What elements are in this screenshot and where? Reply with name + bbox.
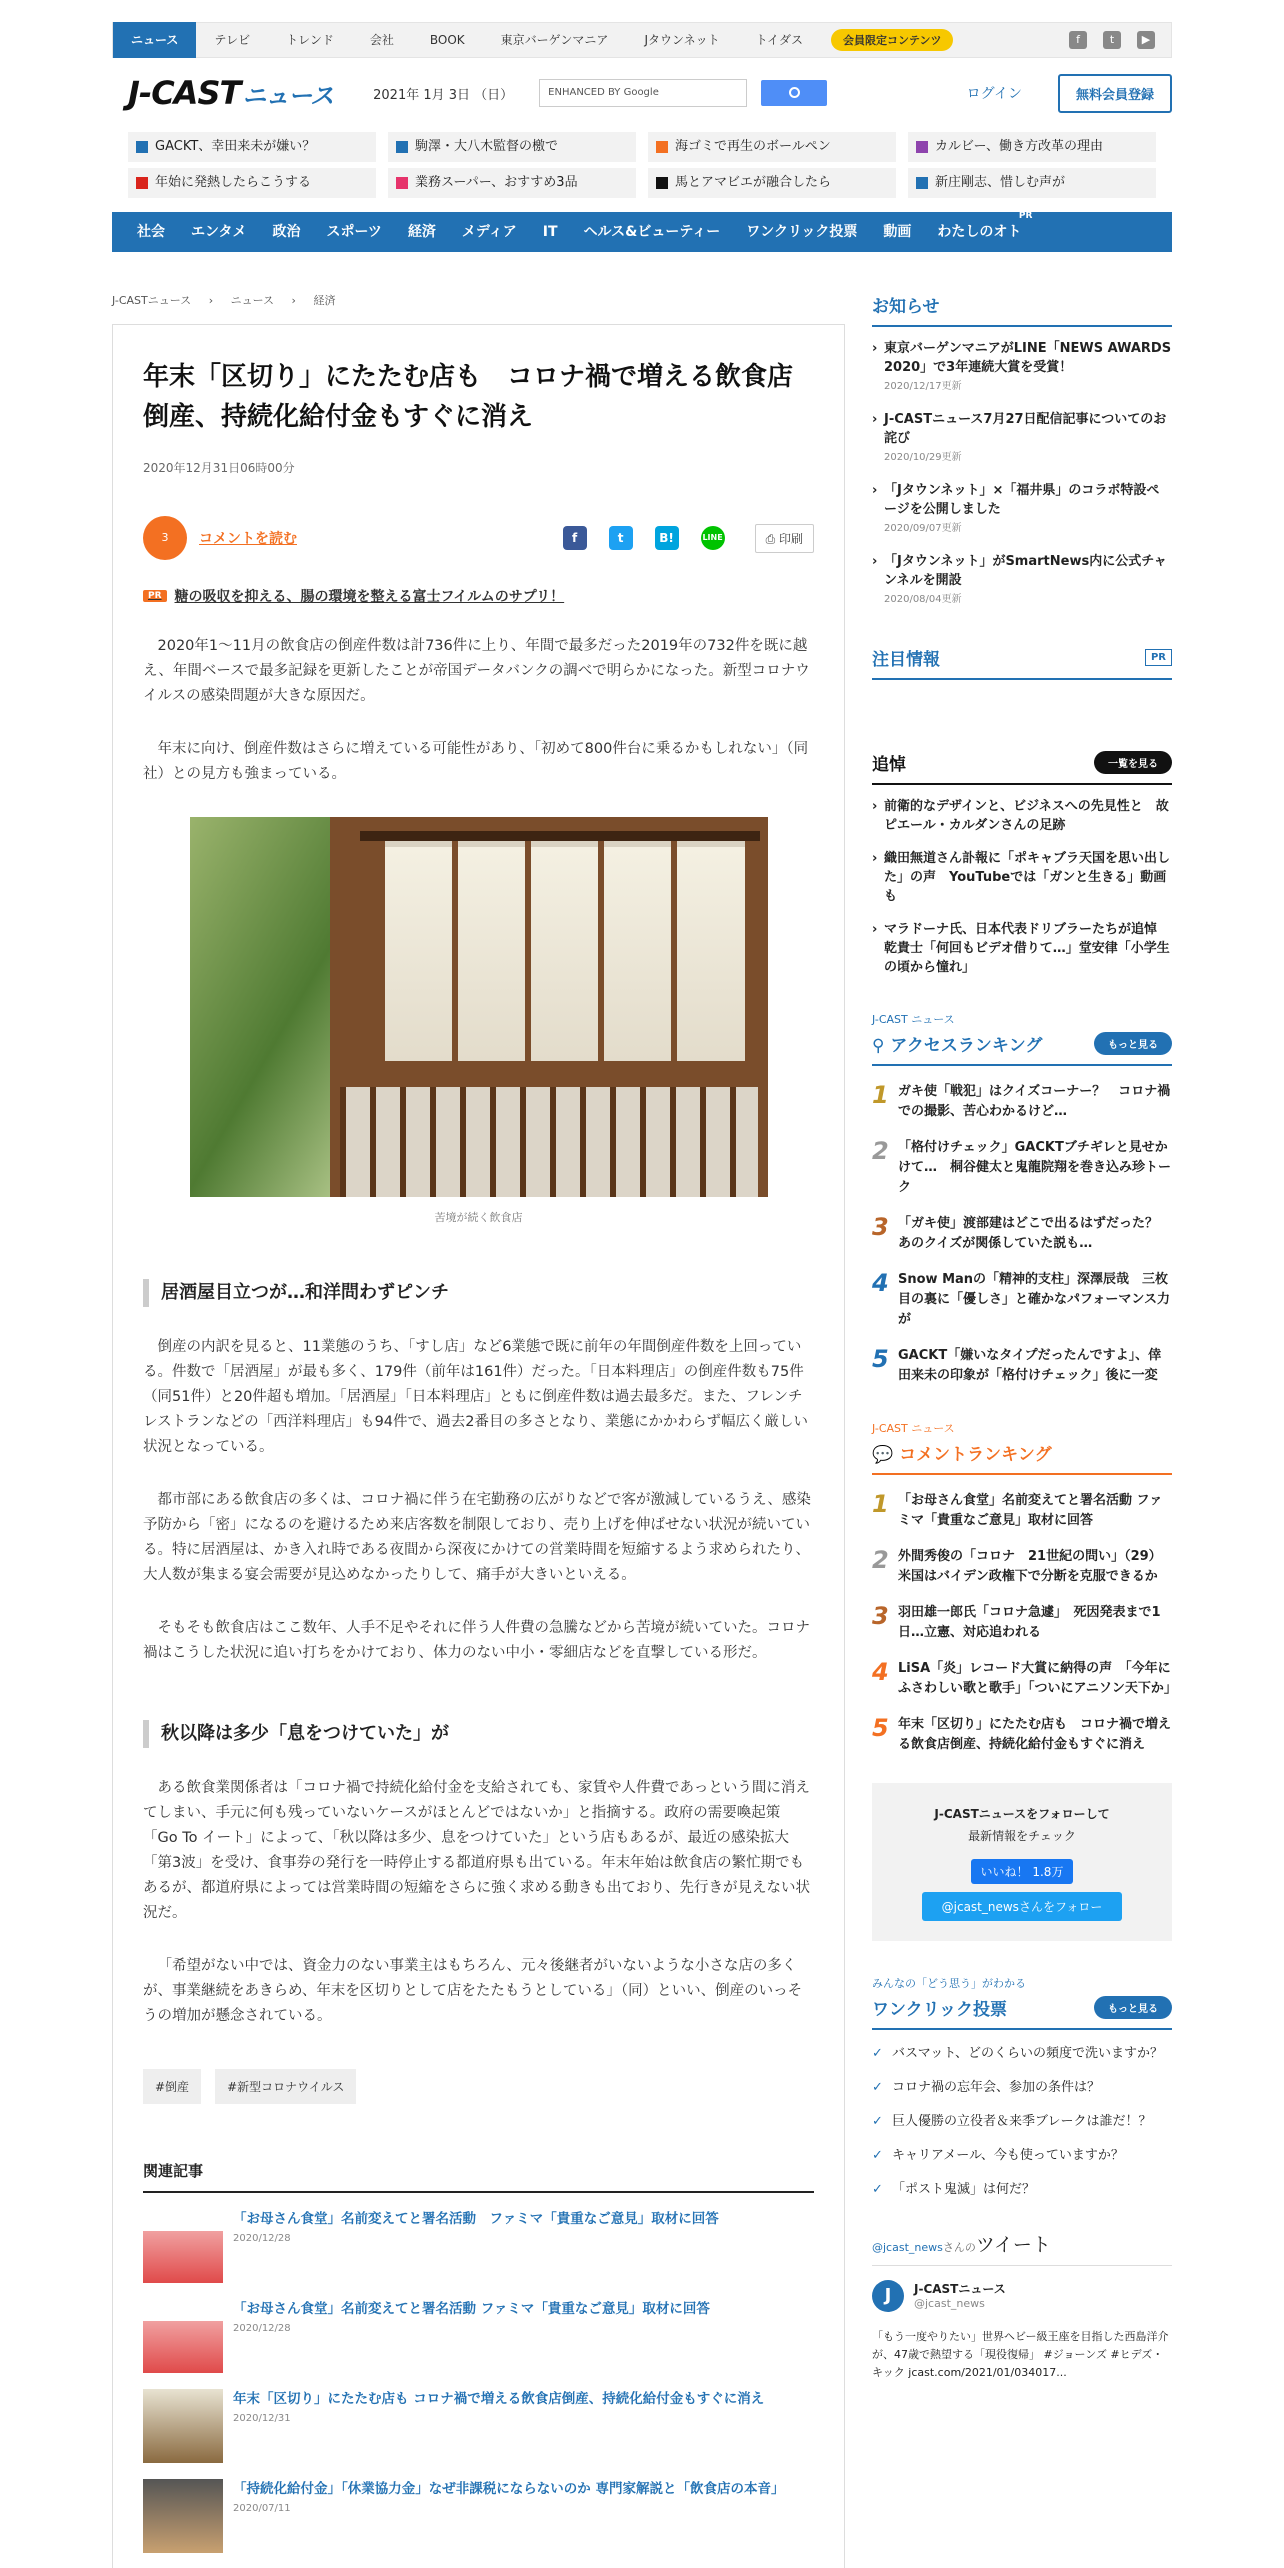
breadcrumb	[112, 292, 845, 308]
notice-item[interactable]	[872, 339, 1172, 396]
access-ranking-label: J-CAST ニュース	[872, 1013, 955, 1026]
category-item[interactable]: 政治	[272, 224, 301, 240]
ranking-text: 羽田雄一郎氏「コロナ急遽」 死因発表まで1日…立憲、対応追われる	[898, 1605, 1161, 1640]
breadcrumb-home[interactable]: J-CASTニュース	[112, 294, 192, 307]
related-item-date: 2020/07/11	[233, 2503, 291, 2514]
rank-number: 1	[872, 1081, 889, 1109]
follow-text: J-CASTニュースをフォローして	[934, 1807, 1110, 1821]
vote-item[interactable]: ✓ バスマット、どのくらいの頻度で洗いますか？	[872, 2044, 1172, 2064]
twitter-icon[interactable]: t	[1103, 31, 1121, 49]
ranking-text: 年末「区切り」にたたむ店も コロナ禍で増える飲食店倒産、持続化給付金もすぐに消え	[898, 1717, 1172, 1752]
notice-date: 2020/09/07更新	[884, 523, 962, 534]
photo-foliage	[190, 817, 330, 1197]
register-button[interactable]: 無料会員登録	[1058, 74, 1172, 113]
tweet	[872, 2280, 1172, 2312]
related-thumb	[143, 2389, 223, 2463]
rank-number: 5	[872, 1714, 889, 1742]
share-bar	[143, 516, 814, 560]
photo-lattice	[340, 1087, 758, 1197]
article-date: 2020年12月31日06時00分	[143, 461, 295, 475]
logo-sub: ニュース	[242, 82, 334, 110]
topnav-news[interactable]: ニュース	[113, 22, 196, 58]
notice-list	[872, 339, 1172, 609]
vote-label: みんなの「どう思う」がわかる	[872, 1977, 1026, 1990]
trend-link[interactable]	[648, 168, 896, 198]
comment-ranking-title: コメントランキング	[899, 1445, 1052, 1465]
ranking-text: GACKT「嫌いなタイプだったんですよ」、倖田来未の印象が「格付けチェック」後に一変	[898, 1348, 1162, 1383]
topnav-book[interactable]: BOOK	[429, 33, 465, 47]
topnav-toidas[interactable]: トイダス	[755, 33, 804, 47]
obituary-list	[872, 797, 1172, 977]
rank-number: 2	[872, 1137, 889, 1165]
main-column	[112, 292, 845, 2568]
social-links	[1069, 31, 1171, 49]
read-comments-link[interactable]: コメントを読む	[199, 531, 297, 547]
article-title: 年末「区切り」にたたむ店も コロナ禍で増える飲食店倒産、持続化給付金もすぐに消え	[143, 362, 794, 432]
trend-link[interactable]	[908, 132, 1156, 162]
rank-number: 1	[872, 1490, 889, 1518]
related-thumb	[143, 2479, 223, 2553]
ranking-item[interactable]	[872, 1491, 1172, 1531]
pr-text: 糖の吸収を抑える、腸の環境を整える富士フイルムのサプリ！	[174, 589, 565, 605]
print-button[interactable]	[755, 524, 814, 553]
ranking-item[interactable]	[872, 1715, 1172, 1755]
photo-caption: 苦境が続く飲食店	[434, 1211, 523, 1224]
trend-marker	[396, 141, 408, 153]
topnav-jtown[interactable]: Jタウンネット	[644, 33, 720, 47]
tweet-heading-suffix: さんの	[942, 2241, 976, 2254]
related-item-date: 2020/12/31	[233, 2413, 291, 2424]
ranking-text: Snow Manの「精神的支柱」深澤辰哉 三枚目の裏に「優しさ」と確かなパフォーマンス力が	[898, 1272, 1170, 1327]
vote-item[interactable]: ✓ 「ポスト鬼滅」は何だ？	[872, 2180, 1172, 2200]
related-item-title[interactable]: 「お母さん食堂」名前変えてと署名活動 ファミマ「貴重なご意見」取材に回答	[233, 2211, 719, 2227]
rank-number: 4	[872, 1658, 889, 1686]
notice-text: 東京バーゲンマニアがLINE「NEWS AWARDS 2020」で3年連続大賞を受賞！	[884, 341, 1172, 375]
facebook-icon[interactable]: f	[1069, 31, 1087, 49]
related-item[interactable]	[143, 2299, 814, 2373]
vote-title: ワンクリック投票	[872, 2000, 1007, 2020]
access-ranking-title-text: アクセスランキング	[890, 1036, 1043, 1056]
article-paragraph: 年末に向け、倒産件数はさらに増えている可能性があり、「初めて800件台に乗るかもしれない」（同社）との見方も強まっている。	[143, 741, 809, 782]
obituary-item[interactable]: › 織田無道さん訃報に「ポキャブラ天国を思い出した」の声 YouTubeでは「ガンと生きる」動画も	[872, 849, 1172, 906]
category-item[interactable]: メディア	[461, 224, 517, 240]
tag-link[interactable]: #新型コロナウイルス	[215, 2069, 356, 2104]
tweet-heading-text: ツイート	[975, 2234, 1051, 2256]
ranking-item[interactable]	[872, 1603, 1172, 1643]
site-logo[interactable]	[128, 74, 333, 112]
ranking-item[interactable]	[872, 1082, 1172, 1122]
breadcrumb-economy[interactable]: 経済	[313, 294, 336, 307]
vote-more-button[interactable]: もっと見る	[1094, 1996, 1172, 2019]
related-title: 関連記事	[143, 2160, 814, 2193]
tag-link[interactable]: #倒産	[143, 2069, 201, 2104]
tweet-text: 「もう一度やりたい」世界ヘビー級王座を目指した西島洋介が、47歳で熱望する「現役復帰」 #ジョーンズ #ヒデズ・キック jcast.com/2021/01/034017...	[872, 2330, 1169, 2379]
comment-count-bubble[interactable]: 3	[143, 516, 187, 560]
logo-text: J-CAST	[128, 74, 241, 112]
category-item-label: わたしのオト	[937, 224, 1022, 240]
trend-marker	[656, 177, 668, 189]
related-item-date: 2020/12/28	[233, 2323, 291, 2334]
breadcrumb-sep: ›	[291, 294, 296, 307]
category-nav	[112, 212, 1172, 252]
section-heading: 秋以降は多少「息をつけていた」が	[143, 1720, 814, 1748]
trend-marker	[396, 177, 408, 189]
topnav-tv[interactable]: テレビ	[214, 33, 251, 47]
category-item[interactable]: 動画	[883, 224, 912, 240]
related-thumb	[143, 2299, 223, 2373]
notice-text: J-CASTニュース7月27日配信記事についてのお詫び	[884, 412, 1167, 446]
speech-bubble-icon: 💬	[872, 1445, 900, 1465]
facebook-like-button[interactable]: いいね！ 1.8万	[971, 1859, 1074, 1884]
trend-text: 年始に発熱したらこうする	[155, 175, 312, 190]
notice-item[interactable]	[872, 552, 1172, 609]
tweet-handle[interactable]: @jcast_news	[914, 2297, 985, 2310]
related-articles	[143, 2160, 814, 2553]
top-nav	[112, 22, 1172, 58]
category-item[interactable]: エンタメ	[191, 224, 247, 240]
obituary-title: 追悼	[872, 755, 906, 775]
notice-date: 2020/10/29更新	[884, 452, 962, 463]
trend-text: 駒澤・大八木監督の檄で	[415, 139, 559, 154]
article-photo	[190, 817, 768, 1197]
tweet-heading-handle[interactable]: @jcast_news	[872, 2241, 943, 2254]
trend-marker	[916, 141, 928, 153]
trend-text: 馬とアマビエが融合したら	[675, 175, 832, 190]
rank-number: 2	[872, 1546, 889, 1574]
access-ranking-heading	[872, 1031, 1172, 1066]
category-item[interactable]	[924, 212, 1034, 252]
search-icon: ⚲	[872, 1036, 891, 1056]
follow-box	[872, 1783, 1172, 1941]
related-item[interactable]	[143, 2209, 814, 2283]
comment-ranking-label: J-CAST ニュース	[872, 1422, 955, 1435]
rank-number: 3	[872, 1602, 889, 1630]
related-item[interactable]	[143, 2479, 814, 2553]
trend-link[interactable]	[128, 168, 376, 198]
sidebar	[872, 292, 1177, 2568]
pr-mark: PR	[1018, 211, 1033, 221]
article-tags	[143, 2069, 814, 2104]
pr-tag: PR	[143, 590, 167, 602]
trend-link[interactable]	[648, 132, 896, 162]
related-item-title[interactable]: 年末「区切り」にたたむ店も コロナ禍で増える飲食店倒産、持続化給付金もすぐに消え	[233, 2391, 765, 2407]
rank-number: 3	[872, 1213, 889, 1241]
follow-subtext: 最新情報をチェック	[968, 1829, 1076, 1843]
photo-pole	[360, 831, 760, 841]
vote-heading	[872, 1995, 1172, 2030]
access-ranking-list	[872, 1082, 1172, 1386]
breadcrumb-sep: ›	[208, 294, 214, 307]
trend-link[interactable]	[388, 132, 636, 162]
trend-marker	[136, 141, 148, 153]
printer-icon: ⎙	[765, 531, 779, 546]
trend-text: カルビー、働き方改革の理由	[935, 139, 1103, 154]
ranking-text: ガキ使「戦犯」はクイズコーナー？ コロナ禍での撮影、苦心わかるけど…	[898, 1084, 1171, 1119]
tweet-author[interactable]: J-CASTニュース	[914, 2282, 1006, 2296]
article-paragraph: ある飲食業関係者は「コロナ禍で持続化給付金を支給されても、家賃や人件費であっという間に消えてしまい、手元に何も残っていないケースがほとんどではないか」と指摘する。政府の需要喚起策「Go To イート」によって、「秋以降は多少、息をつけていた」という店もあるが、最近の感染拡大「第3波」を受け、食事券の発行を一時停止する都道府県も出ている。年末年始は飲食店の繁忙期でもあるが、都道府県によっては営業時間の短縮をさらに強く求める動きも出ており、先行きが見えない状況だ。	[143, 1780, 810, 1921]
pr-badge: PR	[1145, 649, 1172, 666]
trend-marker	[136, 177, 148, 189]
article-paragraph: そもそも飲食店はここ数年、人手不足やそれに伴う人件費の急騰などから苦境が続いていた。コロナ禍はこうした状況に追い打ちをかけており、体力のない中小・零細店などを直撃している形だ。	[143, 1620, 810, 1661]
notice-item[interactable]	[872, 481, 1172, 538]
obituary-more-button[interactable]: 一覧を見る	[1094, 751, 1172, 774]
print-label: 印刷	[778, 531, 803, 546]
ranking-item[interactable]	[872, 1346, 1172, 1386]
trending-links	[112, 128, 1172, 208]
header-date: 2021年 1月 3日 （日）	[373, 87, 514, 103]
vote-item[interactable]: ✓ コロナ禍の忘年会、参加の条件は？	[872, 2078, 1172, 2098]
comment-ranking-list	[872, 1490, 1177, 1755]
article-paragraph: 「希望がない中では、資金力のない事業主はもちろん、元々後継者がいないような小さな店の多くが、事業継続をあきらめ、年末を区切りとして店をたたもうとしている」（同）といい、倒産のいっそうの増加が懸念されている。	[143, 1958, 803, 2024]
notice-text: 「Jタウンネット」がSmartNews内に公式チャンネルを開設	[884, 554, 1167, 588]
category-item[interactable]: ワンクリック投票	[746, 224, 858, 240]
attention-heading	[872, 645, 1172, 680]
topnav-company[interactable]: 会社	[369, 33, 394, 47]
hatena-share-icon[interactable]: B!	[655, 526, 679, 550]
ranking-item[interactable]	[872, 1138, 1172, 1198]
article	[112, 324, 845, 2568]
search-form	[539, 79, 827, 107]
trend-link[interactable]	[908, 168, 1156, 198]
rank-number: 4	[872, 1269, 889, 1297]
avatar[interactable]: J	[872, 2280, 904, 2312]
rank-number: 5	[872, 1345, 889, 1373]
vote-list	[872, 2044, 1172, 2200]
category-item[interactable]: 経済	[407, 224, 436, 240]
obituary-item[interactable]: › 前衛的なデザインと、ビジネスへの先見性と 故ピエール・カルダンさんの足跡	[872, 797, 1172, 835]
trend-link[interactable]	[128, 132, 376, 162]
related-item-date: 2020/12/28	[233, 2233, 291, 2244]
trend-text: 新庄剛志、惜しむ声が	[935, 175, 1066, 190]
trend-marker	[916, 177, 928, 189]
member-content-button[interactable]: 会員限定コンテンツ	[831, 29, 953, 51]
access-ranking-title	[872, 1031, 1042, 1056]
trend-text: 海ゴミで再生のボールペン	[675, 139, 831, 154]
ranking-text: 外間秀俊の「コロナ 21世紀の問い」（29） 米国はバイデン政権下で分断を克服できるか	[898, 1549, 1169, 1584]
photo-noren	[385, 841, 745, 1061]
search-button[interactable]	[761, 80, 827, 106]
ranking-text: 「ガキ使」渡部建はどこで出るはずだった？ あのクイズが関係していた説も…	[898, 1216, 1172, 1251]
trend-marker	[656, 141, 668, 153]
topnav-trend[interactable]: トレンド	[286, 33, 334, 47]
comment-ranking-heading	[872, 1440, 1172, 1475]
ranking-text: 「格付けチェック」GACKTブチギレと見せかけて… 桐谷健太と鬼龍院翔を巻き込み珍トーク	[898, 1140, 1172, 1195]
article-paragraph: 都市部にある飲食店の多くは、コロナ禍に伴う在宅勤務の広がりなどで客が激減しているうえ、感染予防から「密」になるのを避けるため来店客数を制限しており、売り上げを伸ばせない状況が続いている。特に居酒屋は、かき入れ時である夜間から深夜にかけての営業時間を短縮するよう求められたり、大人数が集まる宴会需要が見込めなかったりして、痛手が大きいといえる。	[143, 1492, 811, 1583]
twitter-follow-button[interactable]: @jcast_newsさんをフォロー	[922, 1892, 1122, 1921]
ranking-text: LiSA「炎」レコード大賞に納得の声 「今年にふさわしい歌と歌手」「ついにアニソン天下か」	[898, 1661, 1177, 1696]
vote-item[interactable]: ✓ 巨人優勝の立役者＆来季ブレークは誰だ！？	[872, 2112, 1172, 2132]
category-item[interactable]: ヘルス&ビューティー	[583, 224, 721, 240]
notice-date: 2020/08/04更新	[884, 594, 962, 605]
obituary-heading	[872, 750, 1172, 785]
vote-item[interactable]: ✓ キャリアメール、今も使っていますか？	[872, 2146, 1172, 2166]
trend-text: GACKT、幸田来未が嫌い？	[155, 139, 316, 154]
notice-heading: お知らせ	[872, 292, 1172, 327]
ranking-item[interactable]	[872, 1270, 1172, 1330]
breadcrumb-news[interactable]: ニュース	[230, 294, 275, 307]
site-header	[112, 58, 1172, 128]
ranking-item[interactable]	[872, 1214, 1172, 1254]
related-item-title[interactable]: 「持続化給付金」「休業協力金」なぜ非課税にならないのか 専門家解説と「飲食店の本音」	[233, 2481, 785, 2497]
ranking-item[interactable]	[872, 1547, 1172, 1587]
access-more-button[interactable]: もっと見る	[1094, 1032, 1172, 1055]
category-item[interactable]: IT	[542, 224, 558, 240]
article-paragraph: 2020年1～11月の飲食店の倒産件数は計736件に上り、年間で最多だった2019年の732件を既に越え、年間ベースで最多記録を更新したことが帝国データバンクの調べで明らかになった。新型コロナウイルスの感染問題が大きな原因だ。	[143, 638, 810, 704]
related-thumb	[143, 2209, 223, 2283]
facebook-share-icon[interactable]: f	[563, 526, 587, 550]
tweet-heading	[872, 2230, 1172, 2266]
tweet-widget	[872, 2230, 1172, 2382]
ranking-item[interactable]	[872, 1658, 1177, 1699]
notice-item[interactable]	[872, 410, 1172, 467]
related-item-title[interactable]: 「お母さん食堂」名前変えてと署名活動 ファミマ「貴重なご意見」取材に回答	[233, 2301, 710, 2317]
twitter-share-icon[interactable]: t	[609, 526, 633, 550]
category-item[interactable]: 社会	[137, 224, 165, 240]
trend-text: 業務スーパー、おすすめ3品	[415, 175, 578, 190]
topnav-bargain[interactable]: 東京バーゲンマニア	[500, 33, 609, 47]
search-input[interactable]: ENHANCED BY Google	[539, 79, 747, 107]
attention-title: 注目情報	[872, 650, 940, 670]
section-heading: 居酒屋目立つが…和洋問わずピンチ	[143, 1279, 814, 1307]
notice-date: 2020/12/17更新	[884, 381, 962, 392]
trend-link[interactable]	[388, 168, 636, 198]
related-item[interactable]	[143, 2389, 814, 2463]
ranking-text: 「お母さん食堂」名前変えてと署名活動 ファミマ「貴重なご意見」取材に回答	[898, 1493, 1163, 1528]
line-share-icon[interactable]: LINE	[701, 526, 725, 550]
youtube-icon[interactable]: ▶	[1137, 31, 1155, 49]
login-link[interactable]: ログイン	[966, 86, 1022, 102]
pr-link[interactable]	[143, 586, 814, 606]
category-item[interactable]: スポーツ	[326, 224, 382, 240]
notice-text: 「Jタウンネット」×「福井県」のコラボ特設ページを公開しました	[884, 483, 1160, 517]
obituary-item[interactable]: › マラドーナ氏、日本代表ドリブラーたちが追悼 乾貴士「何回もビデオ借りて…」堂安律「小学生の頃から憧れ」	[872, 920, 1172, 977]
article-paragraph: 倒産の内訳を見ると、11業態のうち、「すし店」など6業態で既に前年の年間倒産件数を上回っている。件数で「居酒屋」が最も多く、179件（前年は161件）だった。「日本料理店」の倒産件数も75件（同51件）と20件超も増加。「居酒屋」「日本料理店」ともに倒産件数は過去最多だ。また、フレンチレストランなどの「西洋料理店」も94件で、過去2番目の多さとなり、業態にかかわらず幅広く厳しい状況となっている。	[143, 1339, 808, 1455]
